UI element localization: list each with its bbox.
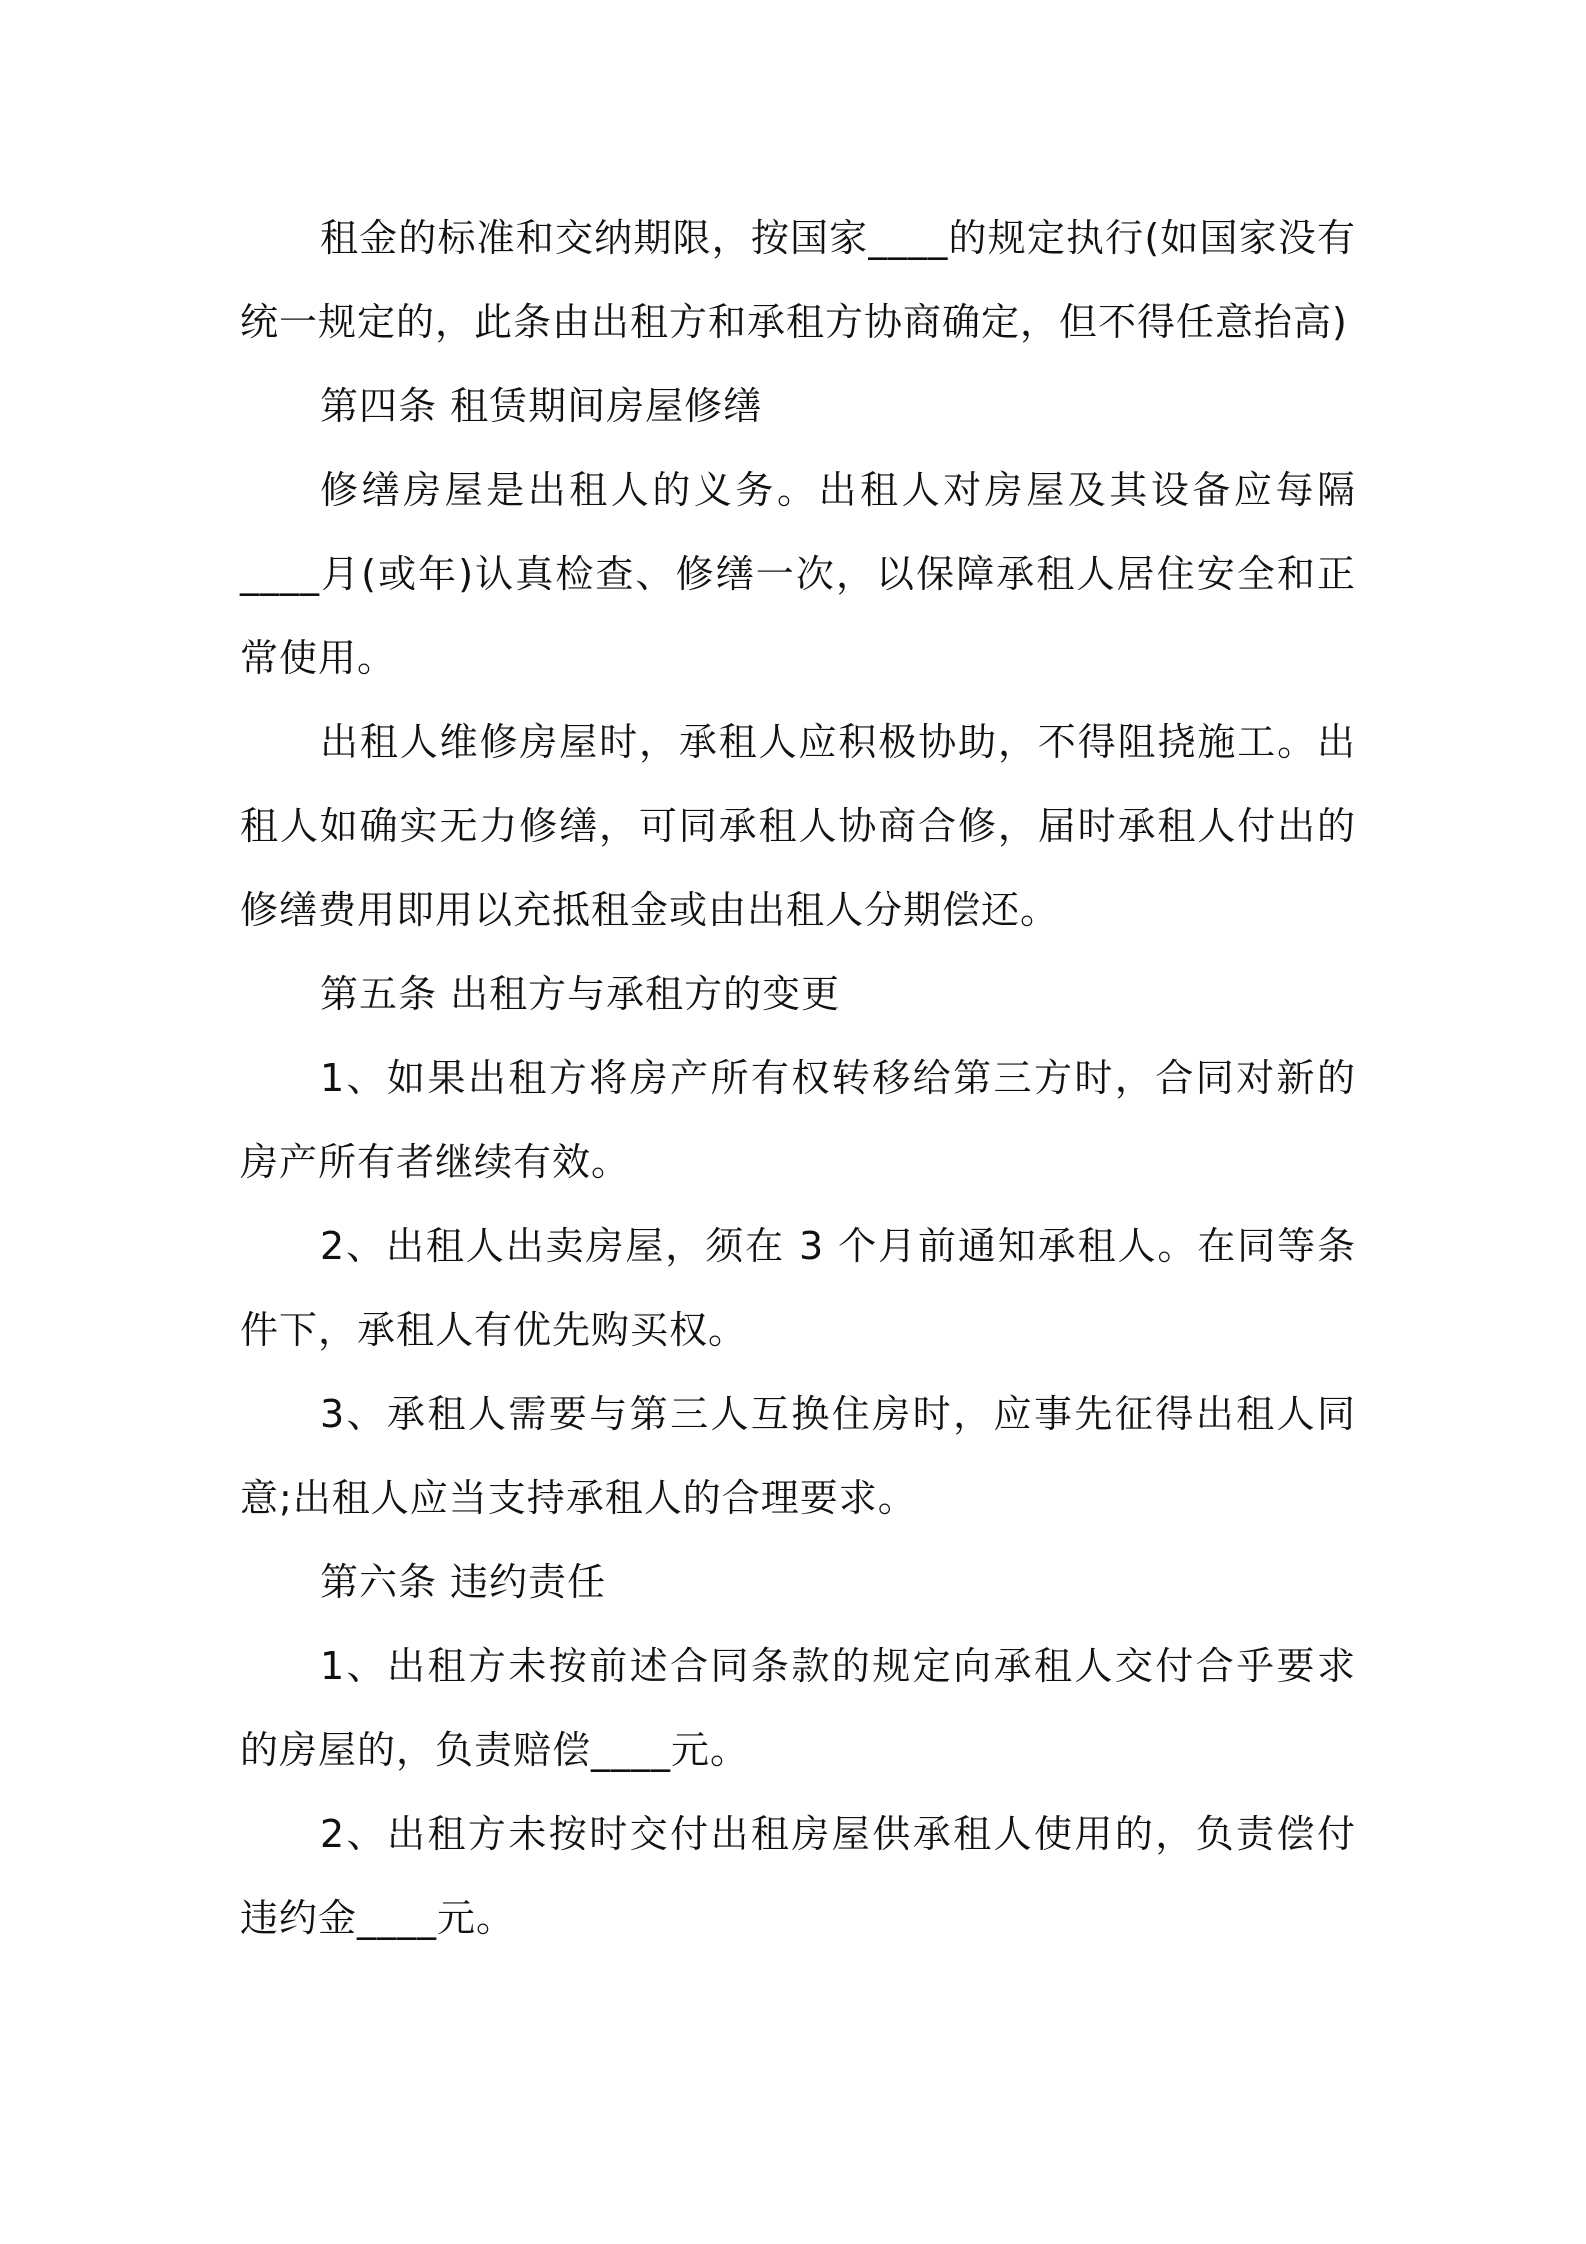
article-6-heading: 第六条 违约责任 (320, 1560, 607, 1604)
article-5-heading: 第五条 出租方与承租方的变更 (320, 972, 841, 1016)
clause-5-1: 1、如果出租方将房产所有权转移给第三方时，合同对新的房产所有者继续有效。 (240, 1056, 1356, 1184)
paragraph-repair-duty: 修缮房屋是出租人的义务。出租人对房屋及其设备应每隔____月(或年)认真检查、修缮一次，以保障承租人居住安全和正常使用。 (240, 468, 1356, 680)
clause-5-2: 2、出租人出卖房屋，须在 3 个月前通知承租人。在同等条件下，承租人有优先购买权。 (240, 1224, 1356, 1352)
document-body (240, 196, 1356, 1960)
paragraph-repair-assist: 出租人维修房屋时，承租人应积极协助，不得阻挠施工。出租人如确实无力修缮，可同承租人协商合修，届时承租人付出的修缮费用即用以充抵租金或由出租人分期偿还。 (240, 720, 1356, 932)
clause-5-3: 3、承租人需要与第三人互换住房时，应事先征得出租人同意;出租人应当支持承租人的合理要求。 (240, 1392, 1356, 1520)
clause-6-2: 2、出租方未按时交付出租房屋供承租人使用的，负责偿付违约金____元。 (240, 1812, 1356, 1940)
article-4-heading: 第四条 租赁期间房屋修缮 (320, 384, 763, 428)
clause-6-1: 1、出租方未按前述合同条款的规定向承租人交付合乎要求的房屋的，负责赔偿____元。 (240, 1644, 1356, 1772)
paragraph-rent-standard: 租金的标准和交纳期限，按国家____的规定执行(如国家没有统一规定的，此条由出租方和承租方协商确定，但不得任意抬高) (240, 216, 1356, 344)
